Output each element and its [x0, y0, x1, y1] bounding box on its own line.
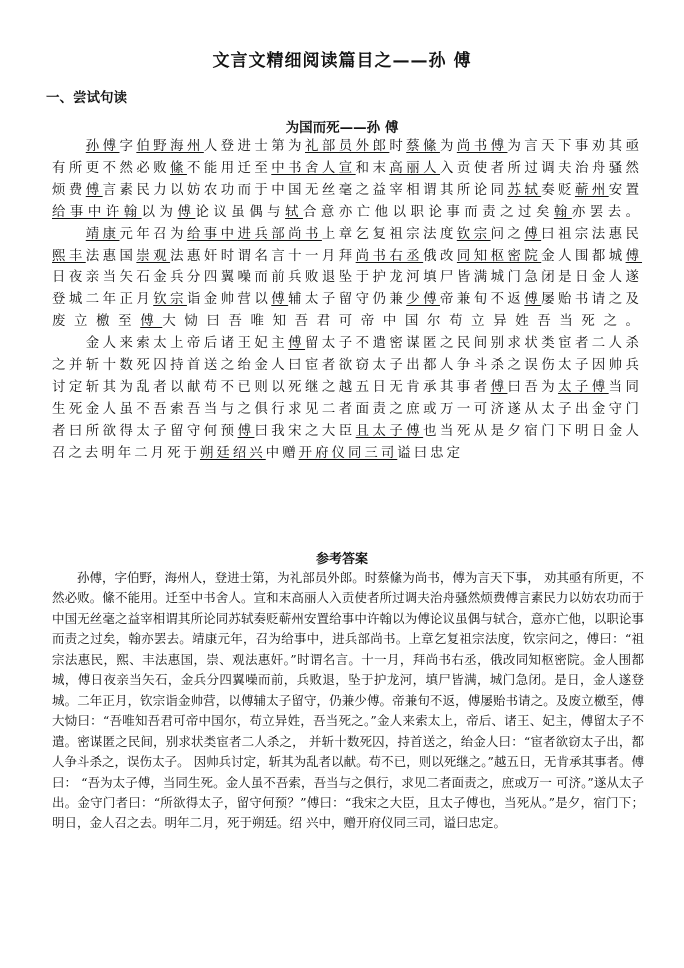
paragraph-indent: [52, 336, 86, 351]
passage-text: 大恸曰吾唯知吾君可帝中国尔苟立异姓吾当死之。: [162, 314, 642, 330]
passage-text: 和末: [355, 160, 390, 176]
underlined-name: 且太子傅: [355, 423, 424, 439]
underlined-name: 傅: [288, 336, 306, 352]
underlined-name: 蕲州: [574, 182, 609, 198]
passage-text: 亦罢去。: [571, 204, 643, 220]
underlined-name: 宣: [338, 160, 356, 176]
underlined-name: 傅: [625, 248, 643, 264]
underlined-name: 絛: [170, 160, 187, 176]
passage-text: 入贡使者所过调夫治舟骚然烦费: [52, 160, 642, 198]
answer-text: 孙傅，字伯野，海州人，登进士第，为礼部员外郎。时蔡絛为尚书，傅为言天下事， 劝其亟有所更，不然必败。絛不能用。迁至中书舍人。宣和末高丽人入贡使者所过调夫治舟骚然烦费傅言素民力以妨农功而于中国无丝毫之益宰相谓其所论同苏轼奏贬蕲州安置给事中许翰以为傅论议虽偶与轼合，意亦亡他，以职论事而责之过矣，翰亦罢去。靖康元年，召为给事中，进兵部尚书。上章乞复祖宗法度，钦宗问之，傅曰：“祖宗法惠民，熙、丰法惠国，崇、观法惠奸。”时谓名言。十一月，拜尚书右丞，俄改同知枢密院。金人围都城，傅日夜亲当矢石，金兵分四翼噪而前，兵败退，坠于护龙河，填尸皆满，城门急闭。是日，金人遂登城。二年正月，钦宗诣金帅营，以傅辅太子留守，仍兼少傅。帝兼旬不返，傅屡贻书请之。及废立檄至，傅大恸曰：“吾唯知吾君可帝中国尔，苟立异姓，吾当死之。”金人来索太上，帝后、诸王、妃主，傅留太子不遣。密谋匿之民间，别求状类宦者二人杀之， 并斩十数死囚，持首送之，绐金人曰：“宦者欲窃太子出，都人争斗杀之，误伤太子。 因帅兵讨定，斩其为乱者以献。苟不已，则以死继之。”越五日，无肯承其事者。傅曰： “吾为太子傅，当同生死。金人虽不吾索，吾当与之俱行，求见二者面责之，庶或万一 可济。”遂从太子出。金守门者曰：“所欲得太子，留守何预？”傅曰：“我宋之大臣，且太子傅也，当死从。”是夕，宿门下；明日，金人召之去。明年二月，死于朔廷。绍 兴中，赠开府仪同三司，谥曰忠定。: [52, 570, 644, 831]
passage-text: 为言天下事劝其亟有所更不然必败: [52, 139, 642, 176]
passage-text: 日夜亲当矢石金兵分四翼噪而前兵败退坠于护龙河填尸皆满城门急闭是日金人遂登城二年正月: [52, 270, 642, 308]
underlined-name: 傅: [237, 423, 255, 439]
underlined-name: 开府仪同三司: [298, 445, 398, 461]
underlined-name: 轼: [285, 204, 303, 220]
underlined-name: 翰: [553, 204, 572, 220]
passage-text: 合意亦亡他以职论事而责之过矣: [302, 204, 554, 220]
passage-text: 上章乞复祖宗法度: [321, 226, 457, 242]
underlined-name: 崇观: [136, 248, 171, 264]
passage-text: 法惠国: [85, 248, 137, 264]
underlined-name: 苏轼: [507, 182, 542, 198]
underlined-name: 给事中: [186, 226, 238, 242]
passage-text: 问之: [490, 226, 525, 242]
passage-text: 金人来索太上帝后诸王妃主: [85, 336, 289, 352]
underlined-name: 熙丰: [52, 248, 86, 264]
underlined-name: 傅: [85, 182, 103, 198]
underlined-name: 靖康: [85, 226, 120, 242]
passage-paragraph-1: [52, 136, 642, 224]
passage-text: 诣金帅营以: [186, 292, 272, 308]
underlined-name: 傅: [177, 204, 196, 220]
underlined-name: 少傅: [406, 292, 440, 308]
passage-text: 不能用迁至: [186, 160, 272, 176]
underlined-name: 高丽人: [389, 160, 441, 176]
paragraph-indent: [52, 227, 86, 242]
passage-title: 为国而死——孙 傅: [285, 120, 399, 136]
underlined-name: 绍兴: [232, 445, 266, 461]
underlined-name: 朔廷: [199, 445, 233, 461]
paragraph-indent: [52, 139, 86, 154]
underlined-name: 中书舍人: [271, 160, 339, 176]
answer-title: 参考答案: [315, 552, 368, 567]
passage-text: 屡贻书请之及废立檄至: [52, 292, 642, 330]
passage-text: 帝兼旬不返: [439, 292, 525, 308]
underlined-name: 傅: [490, 139, 508, 154]
underlined-name: 尚书右丞: [355, 248, 424, 264]
passage-text: 字: [119, 139, 137, 154]
underlined-name: 孙傅: [85, 139, 120, 154]
underlined-name: 傅: [271, 292, 289, 308]
document-title: 文言文精细阅读篇目之——孙 傅: [212, 51, 472, 71]
passage-text: 也当死从是夕宿门下明日金人召之去明年二月死于: [52, 423, 642, 461]
passage-text: 时: [389, 139, 407, 154]
passage-text: 金人围都城: [541, 248, 626, 264]
underlined-name: 钦宗: [456, 226, 491, 242]
passage-text: 言素民力以妨农功而于中国无丝毫之益宰相谓其所论同: [102, 182, 508, 198]
passage-text: 当同生死金人虽不吾索吾当与之俱行求见二者面责之庶或万一可济遂从太子出金守门者曰所欲得太子留守何预: [52, 379, 642, 439]
underlined-name: 尚书: [456, 139, 491, 154]
underlined-name: 同知枢密院: [456, 248, 542, 264]
passage-paragraph-3: [52, 333, 642, 464]
passage-text: 安置: [608, 182, 643, 198]
passage-text: 以为: [141, 204, 178, 220]
passage-text: 谥曰忠定: [397, 445, 464, 461]
underlined-name: 傅: [524, 292, 542, 308]
passage-text: 法惠奸时谓名言十一月拜: [170, 248, 356, 264]
underlined-name: 给事中许翰: [52, 204, 142, 220]
underlined-name: 蔡絛: [406, 139, 440, 154]
passage-text: 奏贬: [541, 182, 575, 198]
passage-text: 曰我宋之大臣: [254, 423, 356, 439]
passage-paragraph-2: [52, 224, 642, 334]
classical-passage: [52, 136, 642, 465]
section-heading: 一、尝试句读: [46, 90, 127, 106]
passage-text: 俄改: [423, 248, 457, 264]
underlined-name: 傅: [524, 226, 542, 242]
passage-text: 论议虽偶与: [195, 204, 286, 220]
underlined-name: 太子傅: [558, 379, 609, 395]
underlined-name: 傅: [140, 314, 163, 330]
passage-text: 人登进士第为: [203, 139, 306, 154]
underlined-name: 傅: [490, 379, 508, 395]
passage-text: 辅太子留守仍兼: [288, 292, 407, 308]
underlined-name: 礼部员外郎: [305, 139, 390, 154]
passage-text: 曰吾为: [507, 379, 559, 395]
underlined-name: 钦宗: [153, 292, 187, 308]
passage-text: 为: [439, 139, 457, 154]
passage-text: 曰祖宗法惠民: [541, 226, 642, 242]
underlined-name: 进兵部尚书: [237, 226, 322, 242]
passage-text: 元年召为: [119, 226, 187, 242]
underlined-name: 海州: [170, 139, 204, 154]
passage-text: 留太子不遣密谋匿之民间别求状类宦者二人杀之并斩十数死囚持首送之绐金人曰宦者欲窃太子出都人争斗杀之误伤太子因帅兵讨定斩其为乱者以献苟不已则以死继之越五日无肯承其事者: [52, 336, 642, 395]
passage-text: 中赠: [265, 445, 299, 461]
underlined-name: 伯野: [136, 139, 171, 154]
